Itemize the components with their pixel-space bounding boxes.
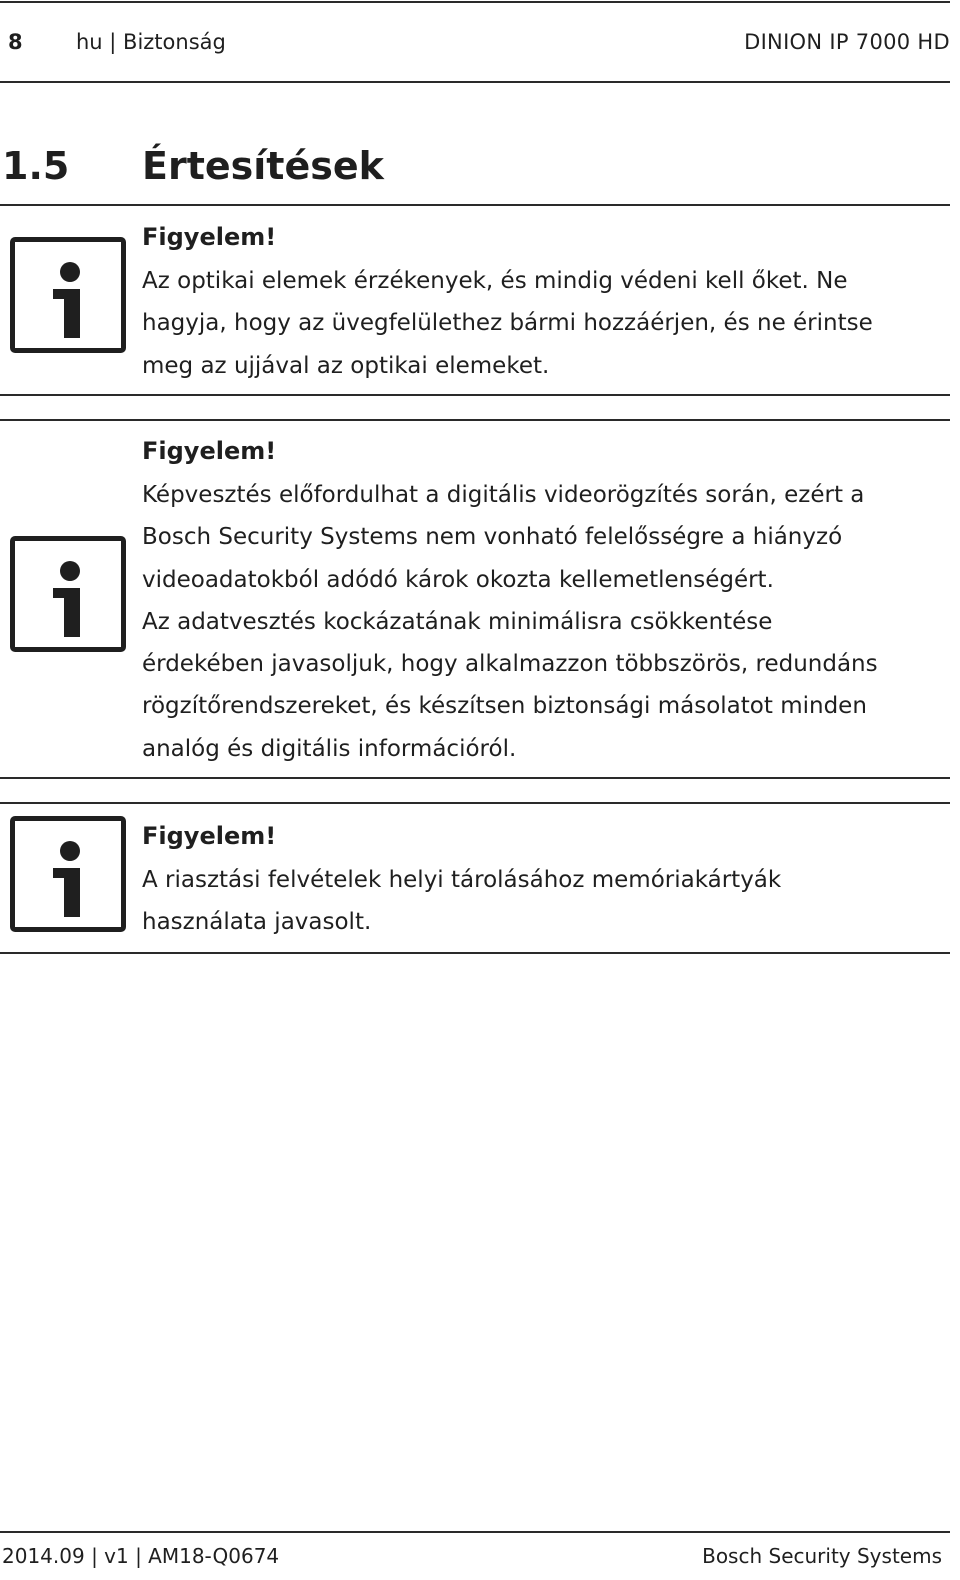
section-title: Értesítések — [142, 144, 384, 188]
notice-heading: Figyelem! — [142, 223, 277, 251]
notice-line: Bosch Security Systems nem vonható felelősségre a hiányzó — [142, 524, 843, 551]
page-number: 8 — [8, 30, 23, 54]
notice-body — [142, 260, 942, 387]
notice-separator — [0, 419, 950, 421]
notice-heading: Figyelem! — [142, 822, 277, 850]
section-rule — [0, 204, 950, 206]
product-name: DINION IP 7000 HD — [744, 30, 950, 54]
footer-company: Bosch Security Systems — [702, 1544, 942, 1568]
notice-body — [142, 474, 942, 770]
section-label: hu | Biztonság — [76, 30, 226, 54]
notice-heading: Figyelem! — [142, 437, 277, 465]
notice-line: Az adatvesztés kockázatának minimálisra csökkentése — [142, 608, 773, 635]
notice-line: meg az ujjával az optikai elemeket. — [142, 352, 550, 379]
header-top-rule — [0, 1, 950, 3]
notice-line: Az optikai elemek érzékenyek, és mindig védeni kell őket. Ne — [142, 268, 848, 294]
info-icon — [10, 816, 126, 932]
notice-line: Képvesztés előfordulhat a digitális videorögzítés során, ezért a — [142, 482, 865, 508]
notice-body — [142, 859, 942, 944]
notice-line: hagyja, hogy az üvegfelülethez bármi hozzáérjen, és ne érintse — [142, 310, 873, 337]
notice-line: rögzítőrendszereket, és készítsen biztonsági másolatot minden — [142, 693, 867, 720]
notice-line: használata javasolt. — [142, 909, 372, 936]
info-icon — [10, 237, 126, 353]
notice-line: videoadatokból adódó károk okozta kellemetlenségért. — [142, 566, 774, 593]
notice-separator — [0, 394, 950, 396]
footer-rule — [0, 1531, 950, 1533]
header-bottom-rule — [0, 81, 950, 83]
notice-separator — [0, 777, 950, 779]
notice-line: analóg és digitális információról. — [142, 735, 517, 762]
info-icon — [10, 536, 126, 652]
notice-separator — [0, 802, 950, 804]
section-number: 1.5 — [2, 144, 70, 188]
notice-separator — [0, 952, 950, 954]
notice-line: A riasztási felvételek helyi tárolásához memóriakártyák — [142, 867, 782, 893]
footer-document-info: 2014.09 | v1 | AM18-Q0674 — [2, 1544, 280, 1568]
notice-line: érdekében javasoljuk, hogy alkalmazzon többszörös, redundáns — [142, 651, 878, 678]
